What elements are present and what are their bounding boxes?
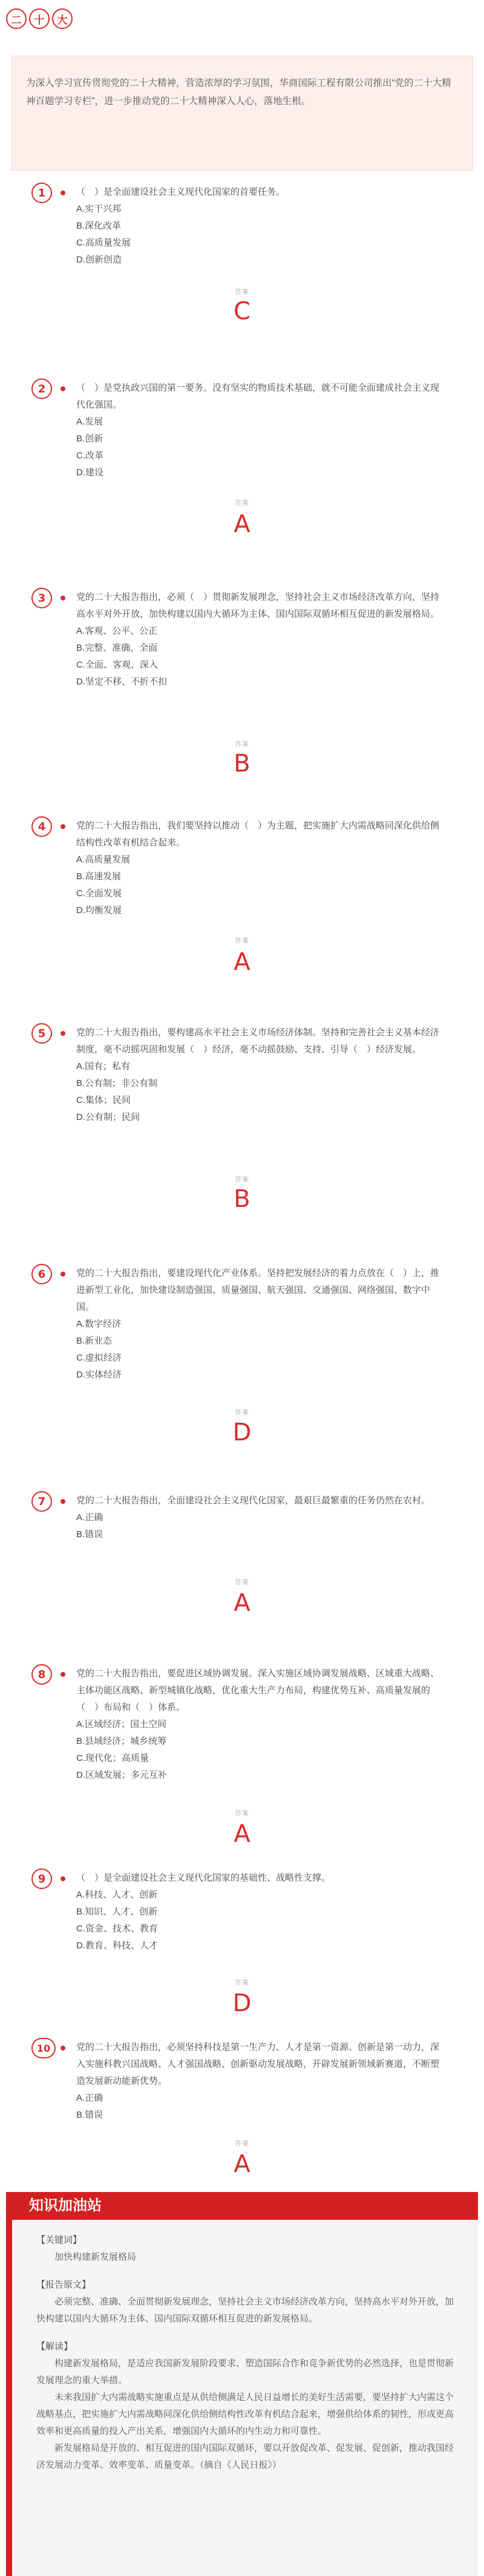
question-body xyxy=(76,1265,448,1384)
question-number: 9 xyxy=(31,1869,52,1889)
question-text: 党的二十大报告指出，我们要坚持以推动（ ）为主题，把实施扩大内需战略同深化供给侧结构性改革有机结合起来。 xyxy=(76,821,440,848)
bullet-dot-icon xyxy=(60,824,65,829)
question-text: 党的二十大报告指出，要促进区域协调发展。深入实施区域协调发展战略、区域重大战略、主体功能区战略、新型城镇化战略，优化重大生产力布局，构建优势互补、高质量发展的（ ）布局和（ ）体系。 xyxy=(76,1668,440,1712)
answer-label: 答案 xyxy=(235,1979,249,1986)
option: A.国有；私有 xyxy=(76,1061,131,1072)
question-block xyxy=(0,1869,484,2026)
question-text: 党的二十大报告指出，必须坚持科技是第一生产力、人才是第一资源、创新是第一动力，深入实施科教兴国战略、人才强国战略、创新驱动发展战略，开辟发展新领域新赛道，不断塑造发展新动能新优势。 xyxy=(76,2042,440,2086)
question-block xyxy=(0,379,484,538)
answer-letter: B xyxy=(234,750,250,778)
question-body xyxy=(76,1024,448,1126)
bullet-dot-icon xyxy=(60,1272,65,1277)
answer-letter: A xyxy=(234,1820,250,1848)
question-body xyxy=(76,1665,448,1784)
question-number: 10 xyxy=(31,2038,56,2058)
answer-label: 答案 xyxy=(235,1579,249,1586)
option: A.正确 xyxy=(76,1512,103,1523)
knowledge-section xyxy=(6,2192,478,2576)
option: B.错误 xyxy=(76,2110,103,2120)
answer-label: 答案 xyxy=(235,741,249,748)
answer-label: 答案 xyxy=(235,2140,249,2147)
option: A.实干兴邦 xyxy=(76,204,122,214)
explain-text: 构建新发展格局，是适应我国新发展阶段要求、塑造国际合作和竞争新优势的必然选择，也是贯彻新发展理念的重大举措。 xyxy=(36,2358,454,2386)
option: B.错误 xyxy=(76,1529,103,1540)
question-body xyxy=(76,184,448,268)
answer-letter: B xyxy=(234,1185,250,1213)
option: B.公有制；非公有制 xyxy=(76,1078,158,1088)
option: A.正确 xyxy=(76,2093,103,2103)
option: C.虚拟经济 xyxy=(76,1353,122,1363)
question-number: 6 xyxy=(31,1264,52,1284)
bullet-dot-icon xyxy=(60,386,65,391)
option: A.高质量发展 xyxy=(76,854,131,865)
logo-char: 二 xyxy=(6,8,27,29)
answer-letter: A xyxy=(234,948,250,976)
logo-char: 大 xyxy=(52,8,73,29)
logo-char: 十 xyxy=(29,8,50,29)
bullet-dot-icon xyxy=(60,1031,65,1036)
option: A.发展 xyxy=(76,417,103,427)
question-number: 2 xyxy=(31,379,52,399)
answer-letter: A xyxy=(234,510,250,538)
option: A.数字经济 xyxy=(76,1319,122,1329)
question-block xyxy=(0,1264,484,1457)
option: B.知识、人才、创新 xyxy=(76,1907,158,1917)
knowledge-content xyxy=(6,2220,478,2576)
question-text: 党的二十大报告指出，要构建高水平社会主义市场经济体制。坚持和完善社会主义基本经济制度，毫不动摇巩固和发展（ ）经济，毫不动摇鼓励、支持、引导（ ）经济发展。 xyxy=(76,1027,440,1055)
report-tag: 【报告原文】 xyxy=(36,2280,91,2290)
report-text: 必须完整、准确、全面贯彻新发展理念，坚持社会主义市场经济改革方向，坚持高水平对外开放，加快构建以国内大循环为主体、国内国际双循环相互促进的新发展格局。 xyxy=(36,2297,454,2324)
answer-letter: D xyxy=(232,1989,252,2017)
answer-letter: A xyxy=(234,1589,250,1617)
option: B.深化改革 xyxy=(76,221,122,231)
option: C.资金、技术、教育 xyxy=(76,1924,159,1934)
option: B.完整、准确、全面 xyxy=(76,643,158,653)
option: C.全面发展 xyxy=(76,888,122,899)
question-text: 党的二十大报告指出，必须（ ）贯彻新发展理念，坚持社会主义市场经济改革方向，坚持高水平对外开放，加快构建以国内大循环为主体、国内国际双循环相互促进的新发展格局。 xyxy=(76,592,440,619)
answer-label: 答案 xyxy=(235,1409,249,1416)
question-block xyxy=(0,2038,484,2183)
option: B.新业态 xyxy=(76,1336,113,1346)
question-body xyxy=(76,1492,448,1543)
question-block xyxy=(0,816,484,980)
option: C.改革 xyxy=(76,450,104,461)
option: D.教育、科技、人才 xyxy=(76,1940,159,1951)
question-block xyxy=(0,183,484,325)
keyword-text: 加快构建新发展格局 xyxy=(54,2252,137,2262)
question-text: （ ）是全面建设社会主义现代化国家的首要任务。 xyxy=(76,187,286,197)
keyword-tag: 【关键词】 xyxy=(36,2235,82,2245)
question-number: 3 xyxy=(31,588,52,608)
question-number: 4 xyxy=(31,816,52,837)
option: A.科技、人才、创新 xyxy=(76,1890,158,1900)
explain-text: 新发展格局是开放的、相互促进的国内国际双循环，要以开放促改革、促发展、促创新，推动我国经济发展动力变革、效率变革、质量变革。（摘自《人民日报》） xyxy=(36,2443,454,2470)
question-block xyxy=(0,1023,484,1217)
answer-label: 答案 xyxy=(235,1176,249,1183)
option: C.高质量发展 xyxy=(76,238,131,248)
answer-label: 答案 xyxy=(235,499,249,507)
answer-label: 答案 xyxy=(235,937,249,945)
question-block xyxy=(0,1664,484,1846)
explain-text: 未来我国扩大内需战略实施重点是从供给侧满足人民日益增长的美好生活需要，要坚持扩大内需这个战略基点，把实施扩大内需战略同深化供给侧结构性改革有机结合起来，增强供给体系的韧性，形成更高效率和更高质量的投入产出关系，增强国内大循环的内生动力和可靠性。 xyxy=(36,2392,454,2436)
answer-label: 答案 xyxy=(235,288,249,296)
option: D.创新创造 xyxy=(76,255,122,265)
question-body xyxy=(76,818,448,919)
bullet-dot-icon xyxy=(60,1876,65,1881)
option: C.全面、客观、深入 xyxy=(76,660,159,670)
option: D.区域发展；多元互补 xyxy=(76,1770,168,1780)
answer-letter: A xyxy=(234,2150,250,2178)
explain-tag: 【解读】 xyxy=(36,2341,73,2352)
question-body xyxy=(76,2039,448,2124)
knowledge-title: 知识加油站 xyxy=(6,2192,478,2220)
option: B.高速发展 xyxy=(76,871,122,882)
option: D.公有制；民间 xyxy=(76,1112,140,1122)
bullet-dot-icon xyxy=(60,2046,65,2051)
answer-letter: C xyxy=(234,298,250,325)
intro-box xyxy=(11,56,473,171)
option: D.建设 xyxy=(76,467,104,478)
option: B.县域经济；城乡统筹 xyxy=(76,1736,167,1746)
question-text: （ ）是全面建设社会主义现代化国家的基础性、战略性支撑。 xyxy=(76,1873,331,1883)
question-text: （ ）是党执政兴国的第一要务。没有坚实的物质技术基础，就不可能全面建成社会主义现代化强国。 xyxy=(76,383,440,410)
question-number: 8 xyxy=(31,1664,52,1685)
question-block xyxy=(0,588,484,778)
option: B.创新 xyxy=(76,434,103,444)
option: C.现代化；高质量 xyxy=(76,1753,149,1763)
bullet-dot-icon xyxy=(60,596,65,600)
option: C.集体；民间 xyxy=(76,1095,131,1105)
question-body xyxy=(76,380,448,481)
question-number: 5 xyxy=(31,1023,52,1044)
bullet-dot-icon xyxy=(60,190,65,195)
question-body xyxy=(76,589,448,691)
intro-text: 为深入学习宣传贯彻党的二十大精神，营造浓厚的学习氛围，华商国际工程有限公司推出“党的二十大精神百题学习专栏”，进一步推动党的二十大精神深入人心，落地生根。 xyxy=(26,78,451,106)
answer-letter: D xyxy=(232,1419,252,1446)
option: D.实体经济 xyxy=(76,1370,122,1380)
question-number: 1 xyxy=(31,183,52,203)
bullet-dot-icon xyxy=(60,1672,65,1677)
question-text: 党的二十大报告指出，全面建设社会主义现代化国家，最艰巨最繁重的任务仍然在农村。 xyxy=(76,1495,431,1506)
header-logo xyxy=(6,8,73,29)
question-block xyxy=(0,1491,484,1624)
option: D.坚定不移、不折不扣 xyxy=(76,677,168,687)
question-text: 党的二十大报告指出，要建设现代化产业体系。坚持把发展经济的着力点放在（ ）上，推进新型工业化，加快建设制造强国、质量强国、航天强国、交通强国、网络强国、数字中国。 xyxy=(76,1268,440,1312)
question-number: 7 xyxy=(31,1491,52,1512)
question-body xyxy=(76,1870,448,1954)
option: D.均衡发展 xyxy=(76,905,122,916)
bullet-dot-icon xyxy=(60,1499,65,1504)
answer-label: 答案 xyxy=(235,1810,249,1817)
option: A.客观、公平、公正 xyxy=(76,626,158,636)
option: A.区域经济；国土空间 xyxy=(76,1719,167,1729)
